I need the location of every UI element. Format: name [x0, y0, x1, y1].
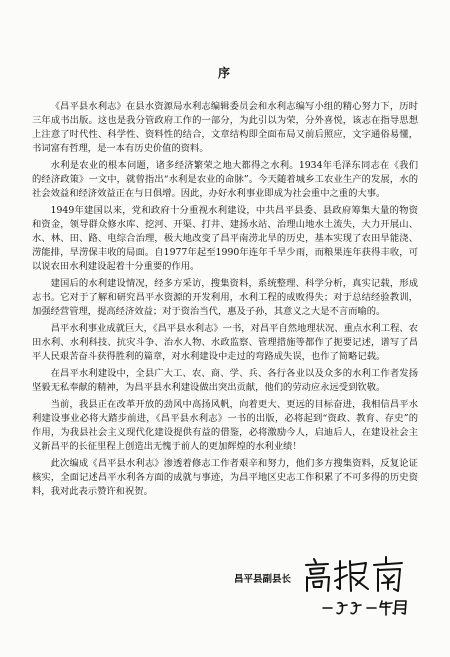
- paragraph: 昌平水利事业成就巨大，《昌平县水利志》一书，对昌平自然地理状况、重点水利工程、农田水利、水利科技、抗灾斗争、治水人物、水政监察、管理措施等都作了扼要记述，谱写了昌平人民艰苦奋斗获得胜利的篇章，对水利建设中走过的弯路成失误，也作了简略记载。: [32, 323, 418, 362]
- signature-block: [0, 553, 450, 613]
- paragraph: 当前，我县正在改革开放的劲风中高扬风帆，向着更大、更远的目标奋进，我相信昌平水利建设事业必将大踏步前进，《昌平县水利志》一书的出版，必将起到“资政、教育、存史”的作用，为我县社会主义现代化建设提供有益的借鉴，必将激励今人，启迪后人，在建设社会主义新昌平的长征里程上创造出无愧于前人的更加辉煌的水利业绩！: [32, 399, 418, 452]
- paragraph: 此次编成《昌平县水利志》渗透着修志工作者艰辛和努力，他们多方搜集资料，反复论证核实，全面记述昌平水利各方面的成就与事迹，为昌平地区史志工作积累了不可多得的历史资料，我对此表示赞许和祝贺。: [32, 458, 418, 497]
- paragraph: 1949年建国以来，党和政府十分重视水利建设，中共昌平县委、县政府筹集大量的物资和资金，领导群众修水库、挖河、开渠、打井、建扬水站、治理山地水土流失，大力开展山、水、林、田、路、电综合治理，极大地改变了昌平南涝北旱的历史，基本实现了农田旱能浇、涝能排，旱涝保丰收的局面。自1977年起至1990年连年千旱少雨，而粮果连年获得丰收，可以说农田水利建设起着十分重要的作用。: [32, 205, 418, 272]
- signer-title: 昌平县副县长: [234, 574, 292, 585]
- handwritten-date: [320, 597, 410, 617]
- paragraph: 在昌平水利建设中，全县广大工、农、商、学、兵、各行各业以及众多的水利工作者发扬坚毅无私奉献的精神，为昌平县水利建设做出突出贡献，他们的劳动应永远受到钦敬。: [32, 368, 418, 393]
- paragraph: 建国后的水利建设情况，经多方采访，搜集资料，系统整理、科学分析，真实记载，形成志书。它对于了解和研究昌平水资源的开发利用，水利工程的成败得失；对于总结经验教训，加强经营管理，提高经济效益；对于资治当代，惠及子孙，其意义之大是不言而喻的。: [32, 278, 418, 317]
- handwritten-signature: [302, 553, 412, 595]
- page-title: 序: [217, 66, 232, 80]
- paragraph: 水利是农业的根本问题，诸多经济繁荣之地大都得之水利。1934年毛泽东同志在《我们的经济政策》一文中，就曾指出“水利是农业的命脉”。今天随着城乡工农业生产的发展，水的社会效益和经济效益正在与日俱增。因此，办好水利事业即成为社会重中之重的大事。: [32, 160, 418, 199]
- paragraph: 《昌平县水利志》在县水资源局水利志编辑委员会和水利志编写小组的精心努力下，历时三年成书出版。这也是我分管政府工作的一部分，为此引以为荣，分外喜悦，该志在指导思想上注意了时代性、科学性、资料性的结合，文章结构即全面布局又前后照应，文字通俗易懂，书词富有哲理，是一本有历史价值的资料。: [32, 101, 418, 154]
- preface-body: [32, 100, 418, 502]
